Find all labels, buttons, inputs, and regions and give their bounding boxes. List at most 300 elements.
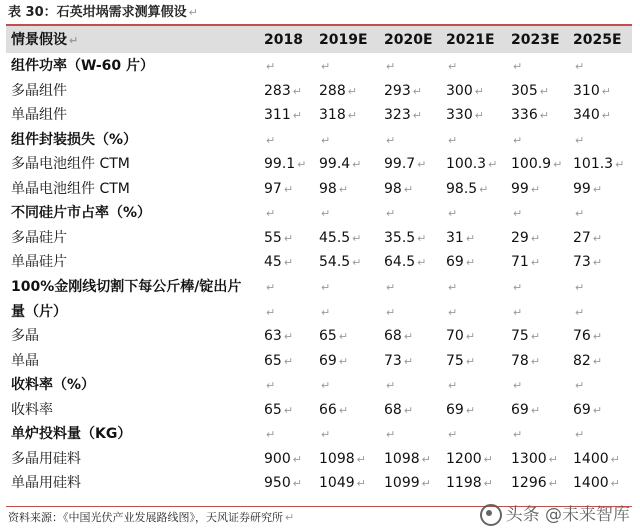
- paragraph-mark-icon: ↵: [548, 477, 558, 491]
- cell-value: 330: [446, 107, 473, 124]
- table-cell: [384, 79, 422, 103]
- cell-value: 65: [264, 352, 282, 369]
- paragraph-mark-icon: ↵: [530, 256, 541, 270]
- cell-value: 97: [264, 180, 282, 197]
- paragraph-mark-icon: ↵: [448, 207, 458, 221]
- paragraph-mark-icon: ↵: [513, 379, 523, 393]
- paragraph-mark-icon: ↵: [539, 109, 549, 123]
- table-cell: [446, 79, 484, 103]
- table-caption: [8, 2, 198, 24]
- cell-value: 54.5: [319, 254, 351, 271]
- paragraph-mark-icon: ↵: [448, 280, 458, 294]
- table-cell: [264, 275, 275, 299]
- table-row: [6, 447, 632, 471]
- paragraph-mark-icon: ↵: [321, 428, 331, 442]
- table-cell: [573, 471, 620, 495]
- paragraph-mark-icon: ↵: [283, 330, 294, 344]
- paragraph-mark-icon: ↵: [553, 158, 563, 172]
- table-cell: [384, 447, 431, 471]
- paragraph-mark-icon: ↵: [403, 403, 414, 417]
- cell-value: 55: [264, 229, 282, 246]
- paragraph-mark-icon: ↵: [465, 231, 476, 245]
- paragraph-mark-icon: ↵: [386, 60, 396, 73]
- table-cell: [264, 226, 293, 250]
- table-cell: [446, 103, 484, 127]
- cell-value: 1049: [319, 475, 355, 492]
- paragraph-mark-icon: ↵: [266, 280, 276, 294]
- cell-value: 98: [319, 180, 337, 197]
- cell-value: 69: [446, 254, 464, 271]
- paragraph-mark-icon: ↵: [417, 231, 427, 245]
- paragraph-mark-icon: ↵: [575, 379, 585, 393]
- paragraph-mark-icon: ↵: [465, 256, 476, 270]
- table-cell: [511, 275, 522, 299]
- paragraph-mark-icon: ↵: [530, 354, 541, 368]
- paragraph-mark-icon: ↵: [412, 84, 422, 98]
- table-cell: [384, 471, 431, 495]
- table-cell: [446, 447, 493, 471]
- paragraph-mark-icon: ↵: [386, 379, 396, 393]
- table-cell: [384, 226, 426, 250]
- paragraph-mark-icon: ↵: [283, 354, 294, 368]
- paragraph-mark-icon: ↵: [483, 452, 493, 466]
- paragraph-mark-icon: ↵: [513, 133, 523, 147]
- paragraph-mark-icon: ↵: [575, 60, 585, 73]
- table-cell: [446, 54, 457, 78]
- cell-value: 27: [573, 229, 591, 246]
- row-label: 多晶硅片: [11, 229, 67, 246]
- cell-value: 1099: [384, 475, 420, 492]
- paragraph-mark-icon: ↵: [188, 6, 198, 19]
- table-cell: [319, 79, 357, 103]
- table-cell: [319, 250, 361, 274]
- cell-value: 99: [511, 180, 529, 197]
- header-year: 2023E: [511, 32, 560, 48]
- table-cell: [446, 275, 457, 299]
- paragraph-mark-icon: ↵: [465, 330, 476, 344]
- table-cell: [446, 471, 493, 495]
- table-cell: [319, 54, 330, 78]
- paragraph-mark-icon: ↵: [266, 305, 276, 319]
- paragraph-mark-icon: ↵: [601, 84, 611, 98]
- paragraph-mark-icon: ↵: [338, 354, 349, 368]
- table-row: [6, 471, 632, 495]
- cell-value: 900: [264, 450, 291, 467]
- paragraph-mark-icon: ↵: [513, 60, 523, 73]
- cell-value: 68: [384, 401, 402, 418]
- paragraph-mark-icon: ↵: [352, 231, 362, 245]
- paragraph-mark-icon: ↵: [592, 256, 603, 270]
- paragraph-mark-icon: ↵: [615, 158, 625, 172]
- table-row: [6, 398, 632, 422]
- paragraph-mark-icon: ↵: [530, 403, 541, 417]
- paragraph-mark-icon: ↵: [386, 280, 396, 294]
- cell-value: 75: [511, 328, 529, 345]
- paragraph-mark-icon: ↵: [513, 305, 523, 319]
- table-cell: [511, 103, 549, 127]
- cell-value: 1296: [511, 475, 547, 492]
- paragraph-mark-icon: ↵: [297, 158, 307, 172]
- table-cell: [573, 324, 602, 348]
- paragraph-mark-icon: ↵: [592, 231, 603, 245]
- table-cell: [446, 226, 475, 250]
- table-cell: [384, 373, 395, 397]
- paragraph-mark-icon: ↵: [412, 109, 422, 123]
- cell-value: 318: [319, 107, 346, 124]
- cell-value: 68: [384, 328, 402, 345]
- paragraph-mark-icon: ↵: [513, 280, 523, 294]
- table-cell: [319, 324, 348, 348]
- table-cell: [384, 275, 395, 299]
- cell-value: 78: [511, 352, 529, 369]
- section-row: [6, 54, 632, 78]
- table-cell: [319, 398, 348, 422]
- row-label: 多晶组件: [11, 82, 67, 99]
- table-cell: [511, 128, 522, 152]
- table-cell: [319, 103, 357, 127]
- table-cell: [573, 300, 584, 324]
- cell-value: 1098: [384, 450, 420, 467]
- section-label: 单炉投料量（KG）: [11, 426, 132, 443]
- table-cell: [264, 250, 293, 274]
- table-cell: [264, 79, 302, 103]
- paragraph-mark-icon: ↵: [530, 231, 541, 245]
- paragraph-mark-icon: ↵: [352, 158, 362, 172]
- paragraph-mark-icon: ↵: [386, 207, 396, 221]
- cell-value: 340: [573, 107, 600, 124]
- paragraph-mark-icon: ↵: [266, 133, 276, 147]
- table-cell: [511, 471, 558, 495]
- paragraph-mark-icon: ↵: [488, 158, 498, 172]
- table-cell: [264, 128, 275, 152]
- paragraph-mark-icon: ↵: [321, 60, 331, 73]
- table-cell: [573, 275, 584, 299]
- paragraph-mark-icon: ↵: [448, 133, 458, 147]
- cell-value: 63: [264, 328, 282, 345]
- table-row: [6, 177, 632, 201]
- table-cell: [446, 324, 475, 348]
- table-cell: [384, 324, 413, 348]
- header-year: 2021E: [446, 32, 495, 48]
- table-cell: [319, 373, 330, 397]
- cell-value: 65: [264, 401, 282, 418]
- paragraph-mark-icon: ↵: [386, 133, 396, 147]
- table-cell: [511, 398, 540, 422]
- cell-value: 1200: [446, 450, 482, 467]
- cell-value: 336: [511, 107, 538, 124]
- table-cell: [384, 201, 395, 225]
- cell-value: 45.5: [319, 229, 351, 246]
- cell-value: 76: [573, 328, 591, 345]
- table-cell: [511, 349, 540, 373]
- table-cell: [384, 177, 413, 201]
- table-cell: [573, 54, 584, 78]
- paragraph-mark-icon: ↵: [292, 477, 302, 491]
- table-cell: [319, 177, 348, 201]
- paragraph-mark-icon: ↵: [421, 477, 431, 491]
- paragraph-mark-icon: ↵: [266, 379, 276, 393]
- table-cell: [511, 300, 522, 324]
- table-cell: [319, 300, 330, 324]
- cell-value: 82: [573, 352, 591, 369]
- row-label: 单晶: [11, 352, 39, 369]
- cell-value: 71: [511, 254, 529, 271]
- table-cell: [384, 422, 395, 446]
- table-row: [6, 250, 632, 274]
- cell-value: 288: [319, 82, 346, 99]
- watermark-logo-icon: [480, 504, 502, 526]
- paragraph-mark-icon: ↵: [513, 207, 523, 221]
- cell-value: 70: [446, 328, 464, 345]
- paragraph-mark-icon: ↵: [356, 477, 366, 491]
- section-row: [6, 201, 632, 225]
- paragraph-mark-icon: ↵: [283, 403, 294, 417]
- table-cell: [511, 250, 540, 274]
- header-year: 2025E: [573, 32, 622, 48]
- table-cell: [264, 201, 275, 225]
- paragraph-mark-icon: ↵: [417, 256, 427, 270]
- paragraph-mark-icon: ↵: [601, 109, 611, 123]
- table-row: [6, 103, 632, 127]
- table-cell: [264, 177, 293, 201]
- paragraph-mark-icon: ↵: [283, 256, 294, 270]
- paragraph-mark-icon: ↵: [592, 403, 603, 417]
- table-cell: [319, 275, 330, 299]
- cell-value: 31: [446, 229, 464, 246]
- cell-value: 69: [511, 401, 529, 418]
- table-cell: [384, 128, 395, 152]
- row-label: 单晶硅片: [11, 254, 67, 271]
- paragraph-mark-icon: ↵: [575, 133, 585, 147]
- table-cell: [511, 54, 522, 78]
- cell-value: 69: [446, 401, 464, 418]
- table-cell: [319, 152, 361, 176]
- table-cell: [264, 471, 302, 495]
- cell-value: 1300: [511, 450, 547, 467]
- table-cell: [446, 422, 457, 446]
- paragraph-mark-icon: ↵: [548, 452, 558, 466]
- table-row: [6, 324, 632, 348]
- row-label: 单晶组件: [11, 107, 67, 124]
- table-cell: [573, 447, 620, 471]
- table-cell: [384, 250, 426, 274]
- cell-value: 100.3: [446, 156, 487, 173]
- paragraph-mark-icon: ↵: [285, 511, 295, 524]
- cell-value: 1198: [446, 475, 482, 492]
- paragraph-mark-icon: ↵: [356, 452, 366, 466]
- paragraph-mark-icon: ↵: [539, 84, 549, 98]
- section-row: [6, 422, 632, 446]
- table-row: [6, 226, 632, 250]
- paragraph-mark-icon: ↵: [69, 34, 79, 47]
- row-label: 多晶电池组件 CTM: [11, 156, 130, 173]
- table-cell: [264, 103, 302, 127]
- paragraph-mark-icon: ↵: [483, 477, 493, 491]
- paragraph-mark-icon: ↵: [266, 207, 276, 221]
- paragraph-mark-icon: ↵: [575, 305, 585, 319]
- table-cell: [573, 349, 602, 373]
- cell-value: 73: [384, 352, 402, 369]
- cell-value: 29: [511, 229, 529, 246]
- cell-value: 98: [384, 180, 402, 197]
- table-cell: [264, 422, 275, 446]
- cell-value: 100.9: [511, 156, 552, 173]
- paragraph-mark-icon: ↵: [321, 280, 331, 294]
- table-cell: [384, 398, 413, 422]
- section-row: [6, 128, 632, 152]
- table-cell: [573, 177, 602, 201]
- table-cell: [446, 201, 457, 225]
- section-label: 收料率（%）: [11, 377, 96, 394]
- paragraph-mark-icon: ↵: [386, 305, 396, 319]
- caption-prefix: 表 30：: [8, 5, 57, 20]
- cell-value: 73: [573, 254, 591, 271]
- cell-value: 99: [573, 180, 591, 197]
- paragraph-mark-icon: ↵: [474, 84, 484, 98]
- table-row: [6, 152, 632, 176]
- paragraph-mark-icon: ↵: [421, 452, 431, 466]
- paragraph-mark-icon: ↵: [338, 182, 349, 196]
- paragraph-mark-icon: ↵: [292, 84, 302, 98]
- table-cell: [384, 300, 395, 324]
- table-row: [6, 79, 632, 103]
- table-cell: [384, 54, 395, 78]
- table-cell: [384, 349, 413, 373]
- table-cell: [573, 152, 624, 176]
- table-cell: [511, 324, 540, 348]
- paragraph-mark-icon: ↵: [513, 428, 523, 442]
- table-cell: [573, 250, 602, 274]
- cell-value: 1400: [573, 475, 609, 492]
- table-cell: [446, 373, 457, 397]
- table-cell: [384, 103, 422, 127]
- cell-value: 99.7: [384, 156, 416, 173]
- header-year: 2018: [264, 32, 303, 48]
- table-cell: [573, 398, 602, 422]
- cell-value: 101.3: [573, 156, 614, 173]
- table-cell: [264, 398, 293, 422]
- paragraph-mark-icon: ↵: [448, 60, 458, 73]
- table-cell: [264, 300, 275, 324]
- caption-title: 石英坩埚需求测算假设: [56, 5, 187, 20]
- paragraph-mark-icon: ↵: [610, 477, 620, 491]
- cell-value: 1400: [573, 450, 609, 467]
- paragraph-mark-icon: ↵: [338, 403, 349, 417]
- table-header: [6, 26, 632, 53]
- row-label: 单晶电池组件 CTM: [11, 180, 130, 197]
- paragraph-mark-icon: ↵: [448, 305, 458, 319]
- table-cell: [573, 103, 611, 127]
- paragraph-mark-icon: ↵: [292, 452, 302, 466]
- cell-value: 310: [573, 82, 600, 99]
- table-cell: [264, 324, 293, 348]
- cell-value: 99.1: [264, 156, 296, 173]
- paragraph-mark-icon: ↵: [321, 305, 331, 319]
- table-cell: [446, 349, 475, 373]
- paragraph-mark-icon: ↵: [575, 280, 585, 294]
- table-cell: [511, 79, 549, 103]
- table-cell: [573, 79, 611, 103]
- paragraph-mark-icon: ↵: [417, 158, 427, 172]
- table-cell: [319, 471, 366, 495]
- cell-value: 69: [573, 401, 591, 418]
- paragraph-mark-icon: ↵: [292, 109, 302, 123]
- paragraph-mark-icon: ↵: [283, 182, 294, 196]
- table-cell: [511, 177, 540, 201]
- row-label: 单晶用硅料: [11, 475, 81, 492]
- paragraph-mark-icon: ↵: [575, 428, 585, 442]
- source-note: 资料来源：《中国光伏产业发展路线图》，天风证券研究所 ↵: [8, 511, 295, 524]
- section-label: 不同硅片市占率（%）: [11, 205, 152, 222]
- header-year: 2020E: [384, 32, 433, 48]
- section-row: [6, 300, 632, 324]
- table-cell: [264, 54, 275, 78]
- table-cell: [573, 422, 584, 446]
- cell-value: 66: [319, 401, 337, 418]
- paragraph-mark-icon: ↵: [592, 330, 603, 344]
- table-cell: [511, 226, 540, 250]
- paragraph-mark-icon: ↵: [592, 354, 603, 368]
- paragraph-mark-icon: ↵: [530, 330, 541, 344]
- section-label: 量（片）: [11, 303, 67, 320]
- cell-value: 75: [446, 352, 464, 369]
- section-row: [6, 373, 632, 397]
- table-cell: [264, 152, 306, 176]
- paragraph-mark-icon: ↵: [403, 330, 414, 344]
- cell-value: 98.5: [446, 180, 478, 197]
- paragraph-mark-icon: ↵: [403, 182, 414, 196]
- paragraph-mark-icon: ↵: [592, 182, 603, 196]
- table-cell: [264, 447, 302, 471]
- table-cell: [573, 201, 584, 225]
- paragraph-mark-icon: ↵: [479, 182, 489, 196]
- table-cell: [511, 373, 522, 397]
- row-label: 多晶: [11, 328, 39, 345]
- table-cell: [319, 128, 330, 152]
- cell-value: 323: [384, 107, 411, 124]
- cell-value: 45: [264, 254, 282, 271]
- paragraph-mark-icon: ↵: [403, 354, 414, 368]
- table-cell: [511, 422, 522, 446]
- paragraph-mark-icon: ↵: [321, 379, 331, 393]
- cell-value: 300: [446, 82, 473, 99]
- table-cell: [264, 373, 275, 397]
- cell-value: 35.5: [384, 229, 416, 246]
- paragraph-mark-icon: ↵: [448, 428, 458, 442]
- paragraph-mark-icon: ↵: [347, 84, 357, 98]
- table-cell: [319, 349, 348, 373]
- paragraph-mark-icon: ↵: [321, 133, 331, 147]
- table-cell: [446, 300, 457, 324]
- table-cell: [511, 447, 558, 471]
- table-cell: [446, 177, 488, 201]
- table-cell: [319, 226, 361, 250]
- table-cell: [446, 398, 475, 422]
- table-cell: [264, 349, 293, 373]
- table-row: [6, 349, 632, 373]
- section-label: 100%金刚线切割下每公斤棒/锭出片: [11, 278, 242, 295]
- section-label: 组件功率（W-60 片）: [11, 58, 154, 74]
- table-cell: [319, 422, 330, 446]
- cell-value: 305: [511, 82, 538, 99]
- paragraph-mark-icon: ↵: [465, 403, 476, 417]
- table-cell: [573, 226, 602, 250]
- table-cell: [446, 152, 497, 176]
- paragraph-mark-icon: ↵: [465, 354, 476, 368]
- paragraph-mark-icon: ↵: [347, 109, 357, 123]
- row-label: 多晶用硅料: [11, 450, 81, 467]
- row-label: 收料率: [11, 401, 53, 418]
